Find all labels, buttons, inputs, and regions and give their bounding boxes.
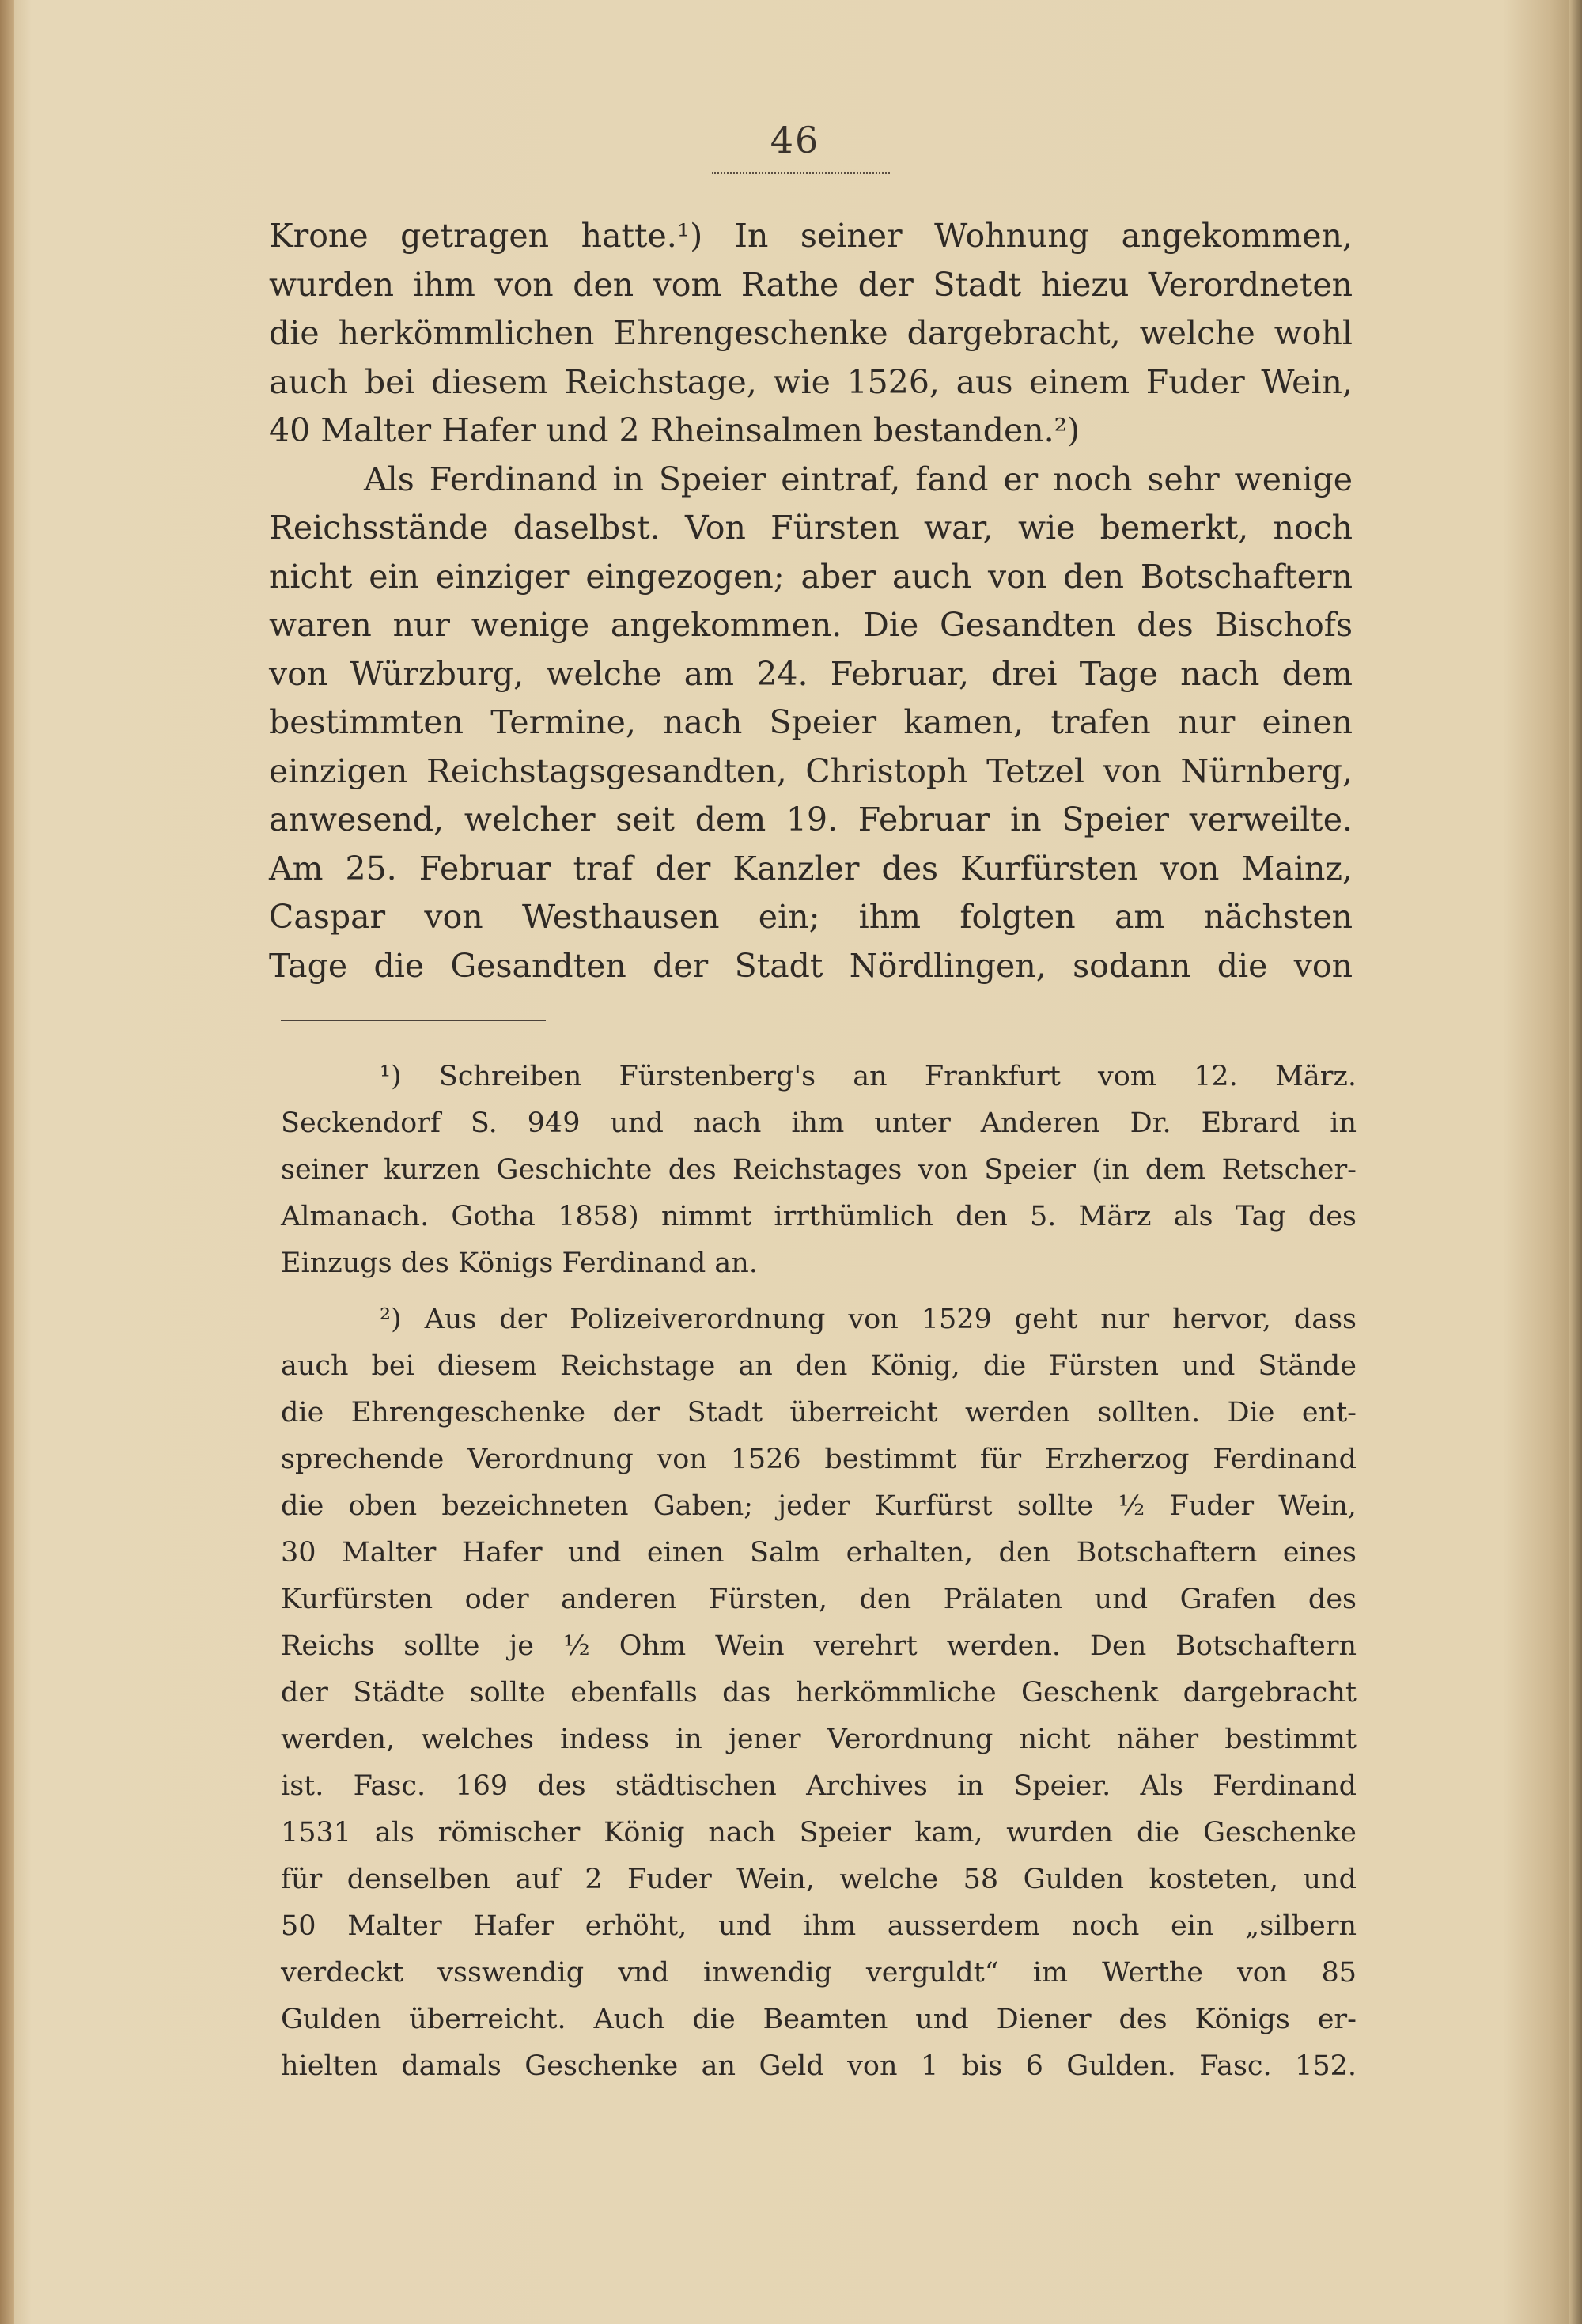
footnote-line: sprechende Verordnung von 1526 bestimmt für Erzherzog Ferdinand	[281, 1444, 1357, 1475]
footnote-line: Kurfürsten oder anderen Fürsten, den Prälaten und Grafen des	[281, 1584, 1357, 1615]
text-line: einzigen Reichstagsgesandten, Christoph Tetzel von Nürnberg,	[269, 751, 1353, 790]
footnote-line: seiner kurzen Geschichte des Reichstages von Speier (in dem Retscher-	[281, 1154, 1357, 1186]
text-line: Am 25. Februar traf der Kanzler des Kurfürsten von Mainz,	[269, 849, 1353, 888]
text-line: Caspar von Westhausen ein; ihm folgten am nächsten	[269, 898, 1353, 936]
footnote-line: hielten damals Geschenke an Geld von 1 bis 6 Gulden. Fasc. 152.	[281, 2050, 1357, 2082]
text-line: auch bei diesem Reichstage, wie 1526, aus einem Fuder Wein,	[269, 362, 1353, 401]
footnote-line: die oben bezeichneten Gaben; jeder Kurfürst sollte ½ Fuder Wein,	[281, 1490, 1357, 1522]
paragraph	[269, 456, 1353, 991]
footnote-line: 50 Malter Hafer erhöht, und ihm ausserdem noch ein „silbern	[281, 1910, 1357, 1942]
text-line: Krone getragen hatte.¹) In seiner Wohnung angekommen,	[269, 217, 1353, 255]
text-line: von Würzburg, welche am 24. Februar, drei Tage nach dem	[269, 654, 1353, 693]
footnote-gap	[281, 1287, 1357, 1296]
footnote-line: auch bei diesem Reichstage an den König, die Fürsten und Stände	[281, 1350, 1357, 1382]
text-line: Tage die Gesandten der Stadt Nördlingen, sodann die von	[269, 946, 1353, 985]
text-line: die herkömmlichen Ehrengeschenke dargebracht, welche wohl	[269, 314, 1353, 352]
footnote-line: 1531 als römischer König nach Speier kam, wurden die Geschenke	[281, 1817, 1357, 1849]
text-line: bestimmten Termine, nach Speier kamen, trafen nur einen	[269, 703, 1353, 741]
footnote-line: Gulden überreicht. Auch die Beamten und Diener des Königs er-	[281, 2004, 1357, 2035]
footnote-line: ¹) Schreiben Fürstenberg's an Frankfurt vom 12. März.	[380, 1061, 1357, 1092]
main-text	[269, 212, 1353, 990]
paragraph	[269, 212, 1353, 456]
text-line: anwesend, welcher seit dem 19. Februar in Speier verweilte.	[269, 801, 1353, 838]
footnote-line: 30 Malter Hafer und einen Salm erhalten, den Botschaftern eines	[281, 1537, 1357, 1569]
page-number: 46	[770, 119, 820, 161]
footnotes	[281, 1054, 1357, 2090]
page-number-rule	[712, 172, 890, 174]
text-line: Reichsstände daselbst. Von Fürsten war, wie bemerkt, noch	[269, 509, 1353, 547]
text-line: waren nur wenige angekommen. Die Gesandten des Bischofs	[269, 606, 1353, 644]
text-line: wurden ihm von den vom Rathe der Stadt hiezu Verordneten	[269, 265, 1353, 304]
footnote-line: ²) Aus der Polizeiverordnung von 1529 geht nur hervor, dass	[380, 1304, 1357, 1335]
footnote-2	[281, 1296, 1357, 2090]
footnote-line: Seckendorf S. 949 und nach ihm unter Anderen Dr. Ebrard in	[281, 1107, 1357, 1139]
text-line: Als Ferdinand in Speier eintraf, fand er noch sehr wenige	[364, 460, 1353, 498]
footnote-divider	[281, 1020, 546, 1021]
footnote-line: Einzugs des Königs Ferdinand an.	[281, 1247, 758, 1279]
footnote-line: verdeckt vsswendig vnd inwendig verguldt“ im Werthe von 85	[281, 1957, 1357, 1989]
footnote-line: Reichs sollte je ½ Ohm Wein verehrt werden. Den Botschaftern	[281, 1630, 1357, 1662]
footnote-line: ist. Fasc. 169 des städtischen Archives in Speier. Als Ferdinand	[281, 1770, 1357, 1802]
text-line: 40 Malter Hafer und 2 Rheinsalmen bestanden.²)	[269, 411, 1081, 449]
page-gutter-shadow	[0, 0, 14, 2324]
footnote-1	[281, 1054, 1357, 1287]
footnote-line: für denselben auf 2 Fuder Wein, welche 58 Gulden kosteten, und	[281, 1864, 1357, 1895]
footnote-line: werden, welches indess in jener Verordnung nicht näher bestimmt	[281, 1724, 1357, 1755]
text-line: nicht ein einziger eingezogen; aber auch von den Botschaftern	[269, 557, 1353, 596]
page-edge	[1569, 0, 1582, 2324]
footnote-line: der Städte sollte ebenfalls das herkömmliche Geschenk dargebracht	[281, 1677, 1357, 1709]
footnote-line: die Ehrengeschenke der Stadt überreicht werden sollten. Die ent-	[281, 1397, 1357, 1429]
footnote-line: Almanach. Gotha 1858) nimmt irrthümlich den 5. März als Tag des	[281, 1201, 1357, 1232]
